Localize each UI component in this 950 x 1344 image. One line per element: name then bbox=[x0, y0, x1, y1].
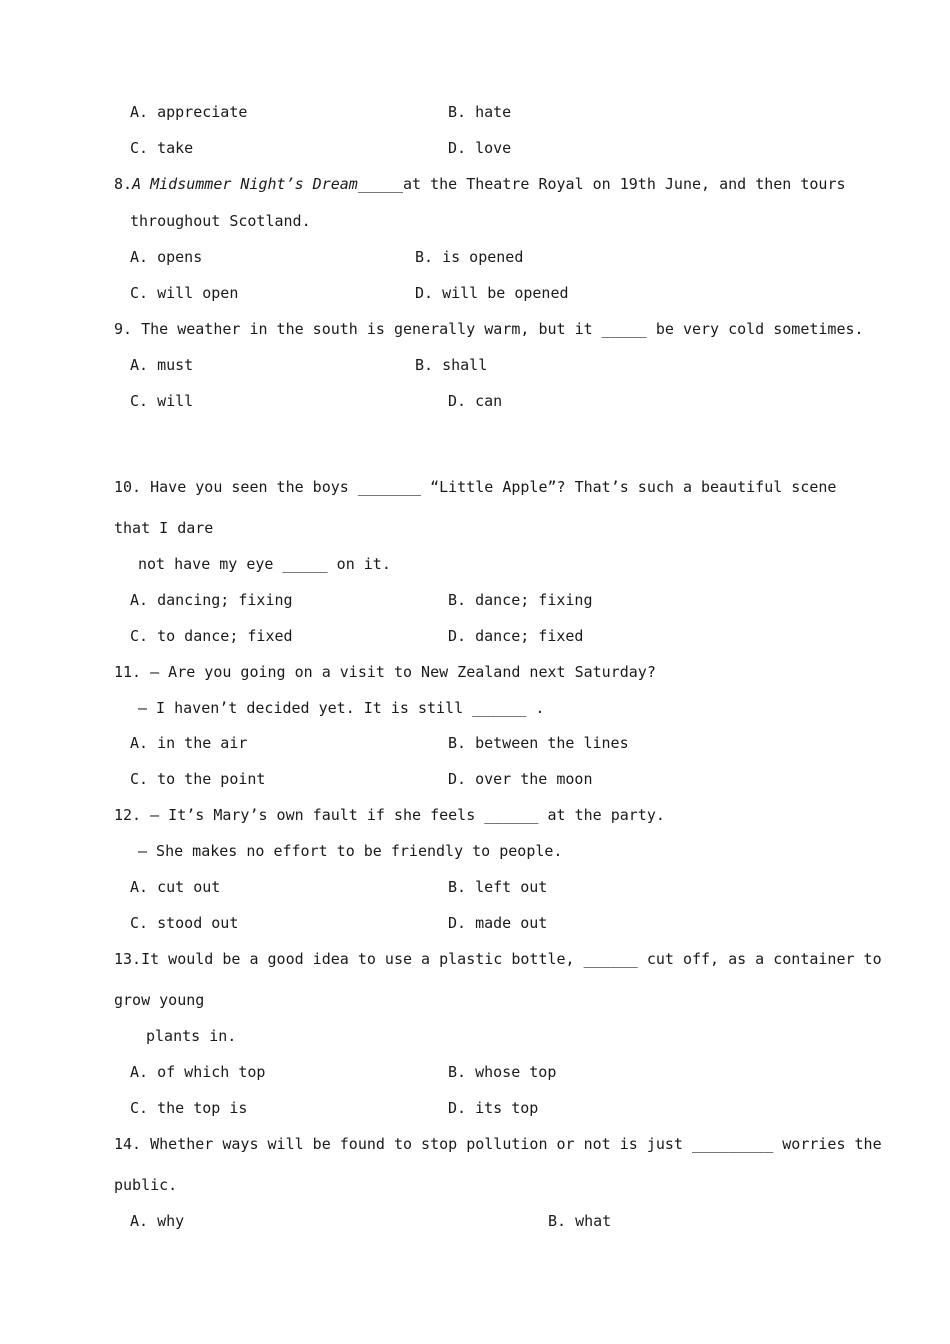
q8-stem bbox=[114, 174, 846, 194]
q11-option-c: C. to the point bbox=[130, 770, 266, 788]
q13-option-b: B. whose top bbox=[448, 1063, 557, 1081]
q13-stem-line2: grow young bbox=[114, 991, 205, 1009]
q8-stem-line2: throughout Scotland. bbox=[130, 212, 311, 230]
q10-option-a: A. dancing; fixing bbox=[130, 591, 293, 609]
q8-title: A Midsummer Night’s Dream bbox=[132, 175, 358, 193]
q12-stem-line2: — She makes no effort to be friendly to people. bbox=[138, 842, 563, 860]
q12-option-d: D. made out bbox=[448, 914, 548, 932]
q13-option-c: C. the top is bbox=[130, 1099, 248, 1117]
q8-option-c: C. will open bbox=[130, 284, 239, 302]
q7-option-d: D. love bbox=[448, 139, 512, 157]
q8-option-a: A. opens bbox=[130, 248, 203, 266]
q13-option-a: A. of which top bbox=[130, 1063, 266, 1081]
q8-option-d: D. will be opened bbox=[415, 284, 569, 302]
q8-option-b: B. is opened bbox=[415, 248, 524, 266]
q12-stem-line1: 12. — It’s Mary’s own fault if she feels ______ at the party. bbox=[114, 806, 665, 824]
q9-option-a: A. must bbox=[130, 356, 194, 374]
q14-option-a: A. why bbox=[130, 1212, 185, 1230]
q12-option-b: B. left out bbox=[448, 878, 548, 896]
q10-option-d: D. dance; fixed bbox=[448, 627, 584, 645]
q11-option-d: D. over the moon bbox=[448, 770, 593, 788]
q13-option-d: D. its top bbox=[448, 1099, 539, 1117]
q7-option-c: C. take bbox=[130, 139, 194, 157]
q10-option-b: B. dance; fixing bbox=[448, 591, 593, 609]
q10-stem-line2: that I dare bbox=[114, 519, 214, 537]
q7-option-b: B. hate bbox=[448, 103, 512, 121]
q11-option-a: A. in the air bbox=[130, 734, 248, 752]
q11-stem-line2: — I haven’t decided yet. It is still ______ . bbox=[138, 699, 545, 717]
q12-option-a: A. cut out bbox=[130, 878, 221, 896]
q8-number: 8. bbox=[114, 175, 133, 193]
q13-stem-line1: 13.It would be a good idea to use a plastic bottle, ______ cut off, as a container to bbox=[114, 950, 882, 968]
q7-option-a: A. appreciate bbox=[130, 103, 248, 121]
q12-option-c: C. stood out bbox=[130, 914, 239, 932]
q9-stem: 9. The weather in the south is generally warm, but it _____ be very cold sometimes. bbox=[114, 320, 864, 338]
q13-stem-line3: plants in. bbox=[146, 1027, 237, 1045]
q14-stem-line1: 14. Whether ways will be found to stop pollution or not is just _________ worries the bbox=[114, 1135, 882, 1153]
q10-stem-line1: 10. Have you seen the boys _______ “Little Apple”? That’s such a beautiful scene bbox=[114, 478, 837, 496]
q10-stem-line3: not have my eye _____ on it. bbox=[138, 555, 391, 573]
q9-option-b: B. shall bbox=[415, 356, 488, 374]
q8-stem-rest: _____at the Theatre Royal on 19th June, and then tours bbox=[357, 175, 846, 193]
q9-option-d: D. can bbox=[448, 392, 503, 410]
q11-stem-line1: 11. — Are you going on a visit to New Zealand next Saturday? bbox=[114, 663, 656, 681]
q9-option-c: C. will bbox=[130, 392, 194, 410]
q14-option-b: B. what bbox=[548, 1212, 612, 1230]
q10-option-c: C. to dance; fixed bbox=[130, 627, 293, 645]
q11-option-b: B. between the lines bbox=[448, 734, 629, 752]
q14-stem-line2: public. bbox=[114, 1176, 178, 1194]
